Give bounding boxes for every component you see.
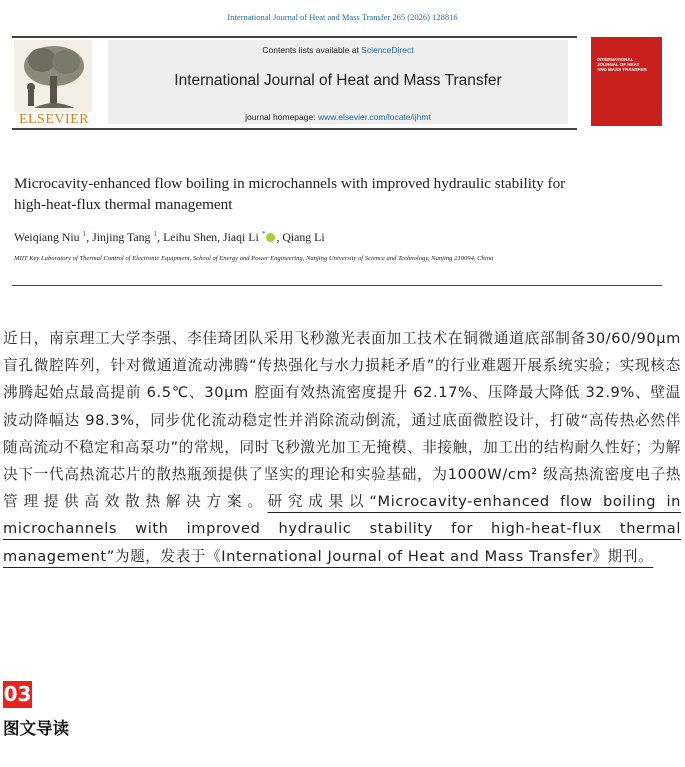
elsevier-wordmark: ELSEVIER [18,112,90,127]
journal-title: International Journal of Heat and Mass Transfer [174,72,502,89]
author-name[interactable]: Jinjing Tang [92,229,151,244]
article-summary [3,325,681,570]
elsevier-tree-logo [14,40,92,112]
journal-citation: International Journal of Heat and Mass Transfer 265 (2026) 128816 [227,12,458,22]
contents-line [108,45,568,55]
section-title: 图文导读 [3,719,69,738]
summary-paragraph: 近日，南京理工大学李强、李佳琦团队采用飞秒激光表面加工技术在铜微通道底部制备30/60/90μm 盲孔微腔阵列，针对微通道流动沸腾“传热强化与水力损耗矛盾”的行业难题开展系统实验；实现核态沸腾起始点最高提前 6.5℃、30μm 腔面有效热流密度提升 62.17%、压降最大降低 32.9%、壁温波动降幅达 98.3%，同步优化流动稳定性并消除流动倒流，通过底面微腔设计，打破“高传热必然伴随高流动不稳定和高泵功”的常规，同时飞秒激光加工无掩模、非接触，加工出的结构耐久性好；为解决下一代高热流芯片的散热瓶颈提供了坚实的理论和实验基础，为1000W/cm² 级高热流密度电子热管理提供高效散热解决方案。 [3,330,681,511]
orcid-icon[interactable] [266,233,275,242]
publication-note: 研究成果以“Microcavity-enhanced flow boiling in microchannels with improved hydraulic stability for high-heat-flux thermal management”为题，发表于《International Journal of Heat and Mass Transfer》期刊。 [3,493,681,565]
section-number-badge: 03 [3,682,32,706]
journal-header-card [0,0,685,300]
author-name[interactable]: Jiaqi Li [223,229,259,244]
author-affiliation: MIIT Key Laboratory of Thermal Control of Electronic Equipment, School of Energy and Power Engineering, Nanjing University of Science and Technology, Nanjing 210094, China [14,255,494,262]
author-sup: 1 [82,229,87,238]
contents-prefix: Contents lists available at [262,45,362,55]
journal-masthead [12,36,662,128]
homepage-line [108,112,568,122]
homepage-prefix: journal homepage: [245,112,318,122]
divider [12,128,577,130]
author-name[interactable]: Leihu Shen [163,229,218,244]
author-name[interactable]: Weiqiang Niu [14,229,80,244]
sciencedirect-link[interactable]: ScienceDirect [361,45,414,55]
cover-title: INTERNATIONAL JOURNAL OF HEAT AND MASS TRANSFER [597,57,647,72]
author-sup: * [261,229,266,238]
article-title: Microcavity-enhanced flow boiling in microchannels with improved hydraulic stability for high-heat-flux thermal management [14,175,566,213]
author-name[interactable]: Qiang Li [282,229,325,244]
divider [12,285,662,286]
journal-info-box [108,40,568,124]
author-sup: 1 [153,229,158,238]
journal-cover-image [591,37,662,126]
author-list: Weiqiang Niu $^1$, Jinjing Tang $^1$, Leihu Shen, Jiaqi Li * , Qiang Li [14,229,325,244]
divider [12,36,577,38]
homepage-link[interactable]: www.elsevier.com/locate/ijhmt [317,112,431,122]
